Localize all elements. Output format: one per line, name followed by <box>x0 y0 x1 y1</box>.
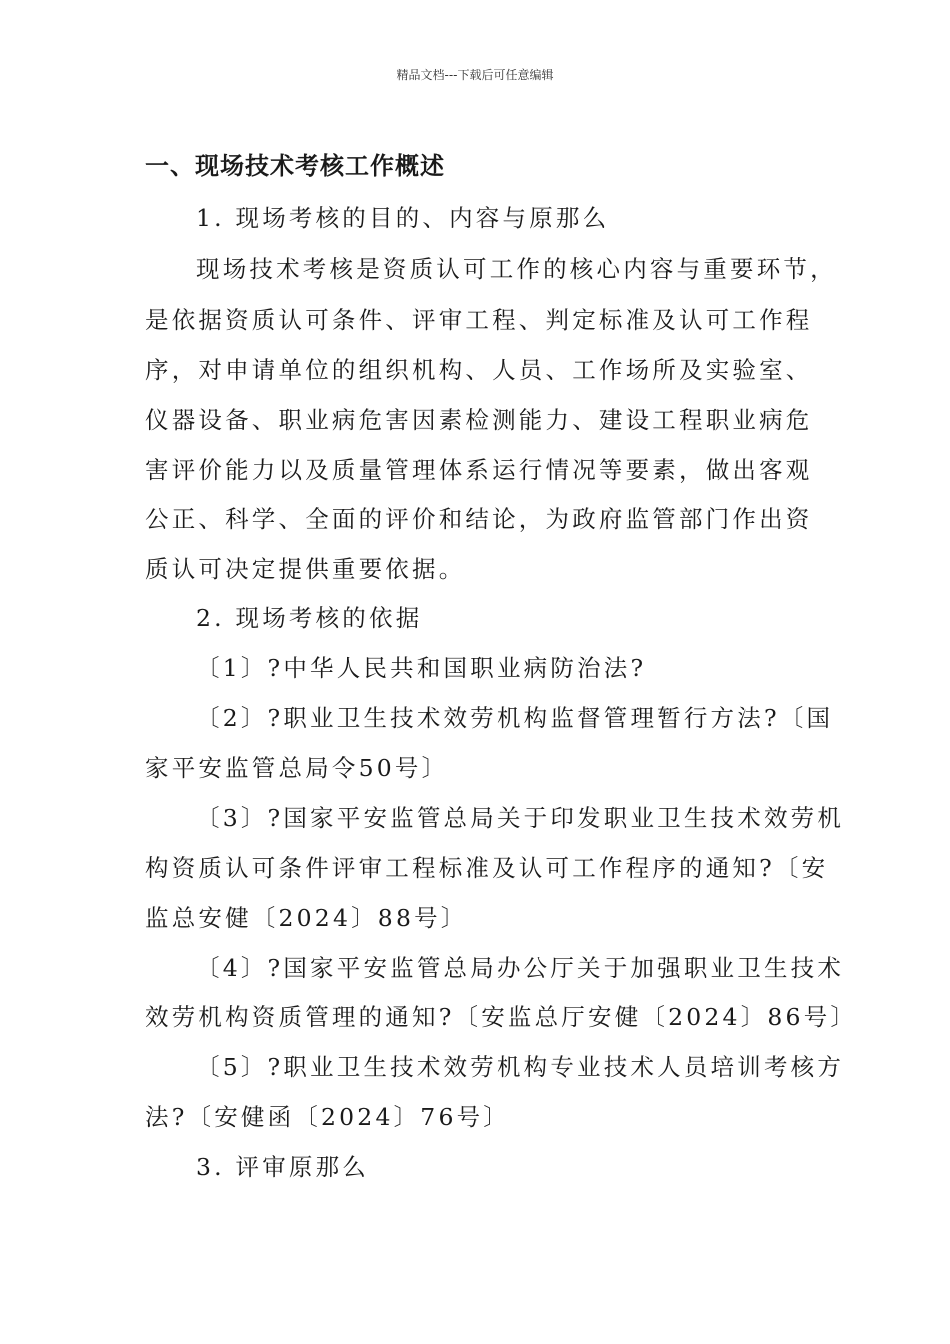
paragraph-line: 是依据资质认可条件、评审工程、判定标准及认可工作程 <box>145 306 813 334</box>
reference-item: 〔2〕?职业卫生技术效劳机构监督管理暂行方法?〔国 <box>196 704 834 732</box>
reference-item: 法?〔安健函〔2024〕76号〕 <box>145 1103 511 1131</box>
subsection-title: 1. 现场考核的目的、内容与原那么 <box>196 204 610 232</box>
paragraph-line: 公正、科学、全面的评价和结论，为政府监管部门作出资 <box>145 505 813 533</box>
reference-item: 〔1〕?中华人民共和国职业病防治法? <box>196 654 647 682</box>
reference-item: 监总安健〔2024〕88号〕 <box>145 904 468 932</box>
subsection-title: 2. 现场考核的依据 <box>196 604 423 632</box>
page-header: 精品文档---下载后可任意编辑 <box>396 68 554 82</box>
reference-item: 家平安监管总局令50号〕 <box>145 754 449 782</box>
section-heading: 一、现场技术考核工作概述 <box>145 152 445 180</box>
reference-item: 〔3〕?国家平安监管总局关于印发职业卫生技术效劳机 <box>196 804 845 832</box>
reference-item: 构资质认可条件评审工程标准及认可工作程序的通知?〔安 <box>145 854 829 882</box>
paragraph-line: 质认可决定提供重要依据。 <box>145 555 466 583</box>
paragraph-line: 序，对申请单位的组织机构、人员、工作场所及实验室、 <box>145 356 813 384</box>
reference-item: 〔5〕?职业卫生技术效劳机构专业技术人员培训考核方 <box>196 1053 845 1081</box>
paragraph-line: 仪器设备、职业病危害因素检测能力、建设工程职业病危 <box>145 406 813 434</box>
paragraph-line: 现场技术考核是资质认可工作的核心内容与重要环节， <box>196 255 837 283</box>
reference-item: 〔4〕?国家平安监管总局办公厅关于加强职业卫生技术 <box>196 954 845 982</box>
paragraph-line: 害评价能力以及质量管理体系运行情况等要素，做出客观 <box>145 456 813 484</box>
subsection-title: 3. 评审原那么 <box>196 1153 369 1181</box>
reference-item: 效劳机构资质管理的通知?〔安监总厅安健〔2024〕86号〕 <box>145 1003 858 1031</box>
